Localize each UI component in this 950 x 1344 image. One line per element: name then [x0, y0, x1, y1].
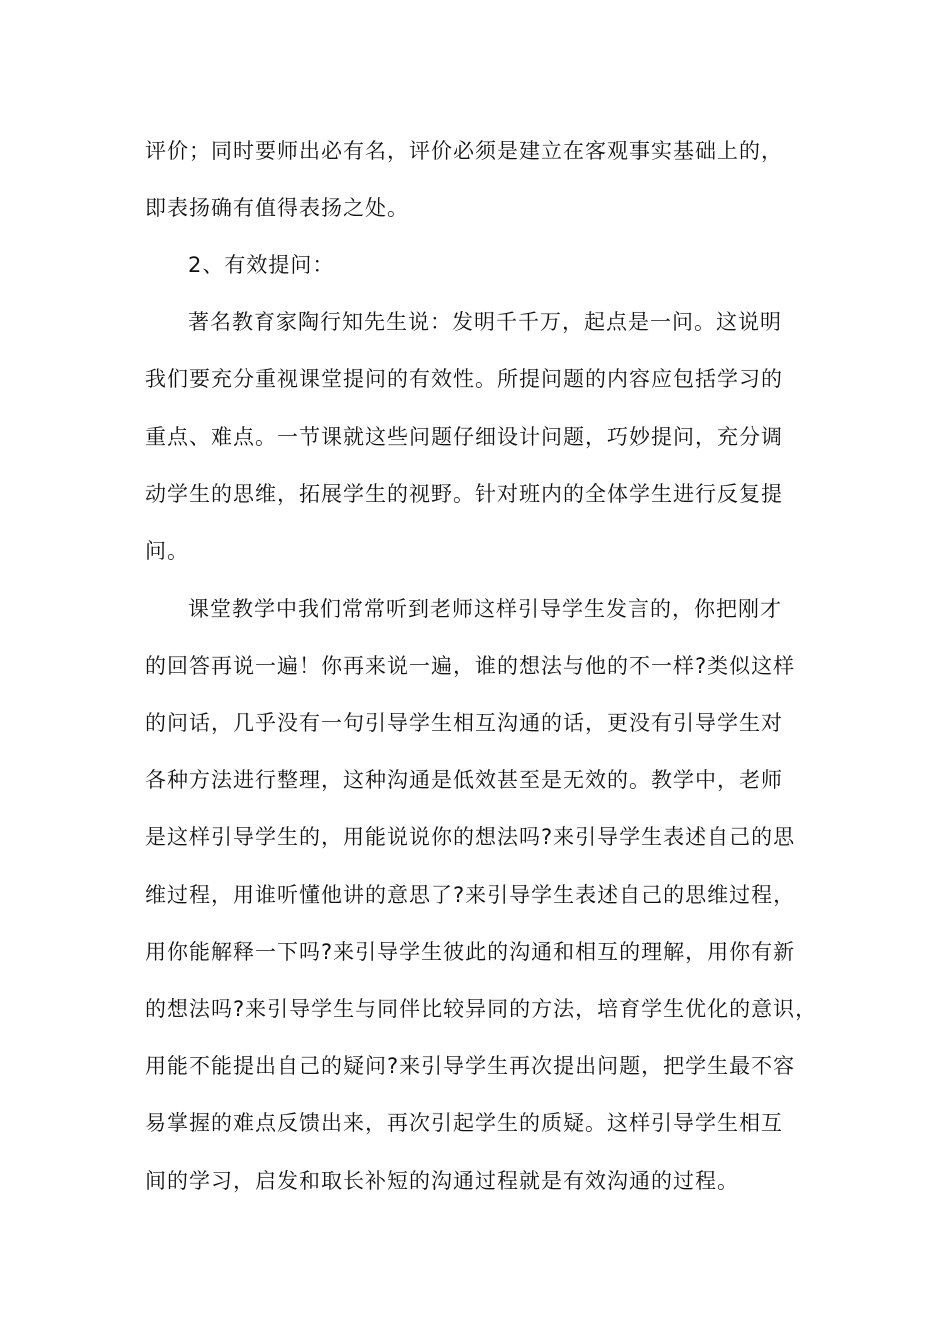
text-line: 重点、难点。一节课就这些问题仔细设计问题，巧妙提问，充分调	[145, 425, 783, 449]
text-line: 维过程，用谁听懂他讲的意思了?来引导学生表述自己的思维过程，	[145, 883, 796, 907]
section-heading: 2、有效提问：	[188, 253, 335, 277]
text-line: 评价；同时要师出必有名，评价必须是建立在客观事实基础上的，	[145, 139, 783, 163]
text-line: 我们要充分重视课堂提问的有效性。所提问题的内容应包括学习的	[145, 367, 783, 391]
text-line: 动学生的思维，拓展学生的视野。针对班内的全体学生进行反复提	[145, 482, 783, 506]
text-line: 的回答再说一遍！你再来说一遍，谁的想法与他的不一样?类似这样	[145, 654, 796, 678]
text-line: 问。	[145, 539, 189, 563]
text-line: 即表扬确有值得表扬之处。	[145, 196, 409, 220]
text-line: 的想法吗?来引导学生与同伴比较异同的方法，培育学生优化的意识，	[145, 997, 818, 1021]
text-line: 著名教育家陶行知先生说：发明千千万，起点是一问。这说明	[188, 310, 782, 334]
text-line: 各种方法进行整理，这种沟通是低效甚至是无效的。教学中，老师	[145, 768, 783, 792]
text-line: 用你能解释一下吗?来引导学生彼此的沟通和相互的理解，用你有新	[145, 940, 796, 964]
text-line: 间的学习，启发和取长补短的沟通过程就是有效沟通的过程。	[145, 1169, 739, 1193]
text-line: 易掌握的难点反馈出来，再次引起学生的质疑。这样引导学生相互	[145, 1111, 783, 1135]
text-line: 课堂教学中我们常常听到老师这样引导学生发言的，你把刚才	[188, 597, 782, 621]
text-line: 的问话，几乎没有一句引导学生相互沟通的话，更没有引导学生对	[145, 711, 783, 735]
text-line: 用能不能提出自己的疑问?来引导学生再次提出问题，把学生最不容	[145, 1054, 796, 1078]
text-line: 是这样引导学生的，用能说说你的想法吗?来引导学生表述自己的思	[145, 825, 796, 849]
